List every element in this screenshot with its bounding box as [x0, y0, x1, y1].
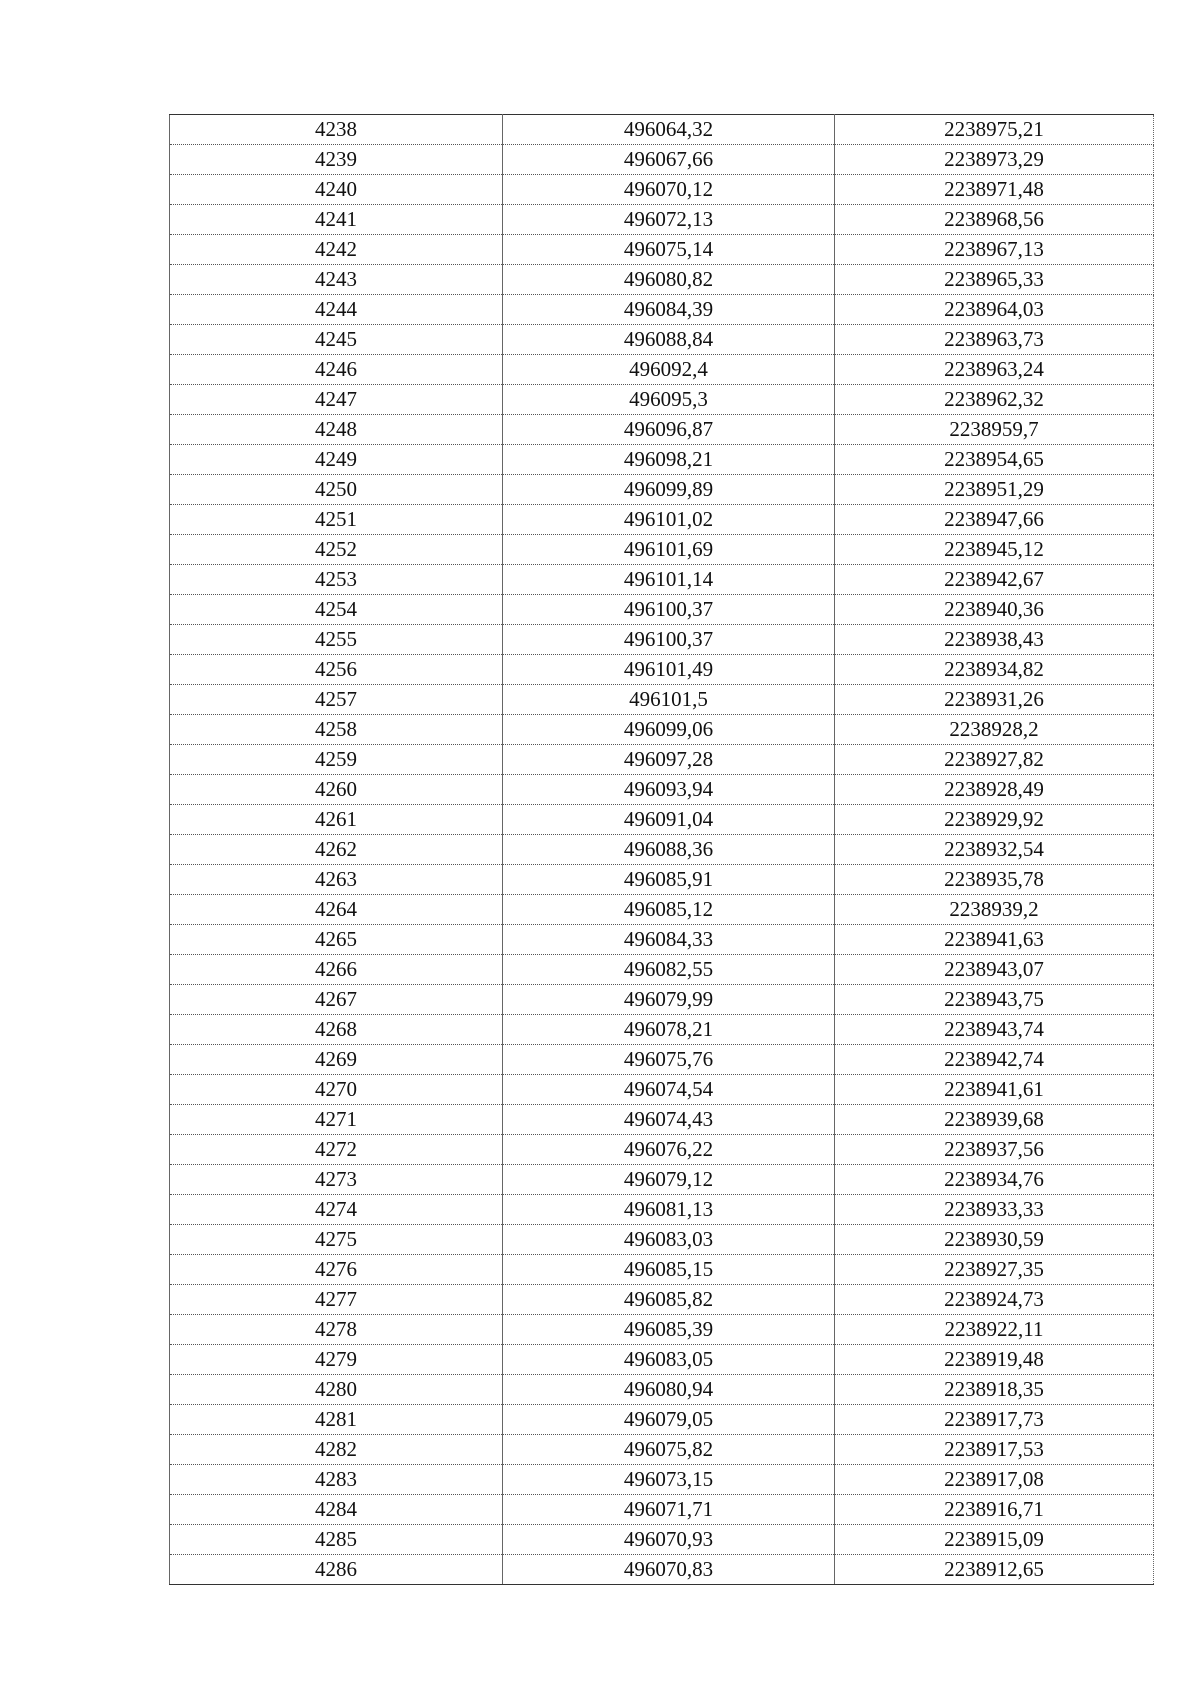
point-number-cell: 4275 [170, 1225, 503, 1255]
x-coordinate-cell: 496101,5 [503, 685, 835, 715]
y-coordinate-cell: 2238928,2 [835, 715, 1154, 745]
y-coordinate-cell: 2238919,48 [835, 1345, 1154, 1375]
y-coordinate-cell: 2238941,63 [835, 925, 1154, 955]
x-coordinate-cell: 496099,89 [503, 475, 835, 505]
y-coordinate-cell: 2238924,73 [835, 1285, 1154, 1315]
table-row [170, 1495, 1154, 1525]
table-row [170, 1345, 1154, 1375]
y-coordinate-cell: 2238943,75 [835, 985, 1154, 1015]
x-coordinate-cell: 496067,66 [503, 145, 835, 175]
table-row [170, 115, 1154, 145]
y-coordinate-cell: 2238930,59 [835, 1225, 1154, 1255]
point-number-cell: 4259 [170, 745, 503, 775]
coordinates-table-body [170, 115, 1154, 1585]
y-coordinate-cell: 2238935,78 [835, 865, 1154, 895]
x-coordinate-cell: 496101,49 [503, 655, 835, 685]
point-number-cell: 4245 [170, 325, 503, 355]
point-number-cell: 4250 [170, 475, 503, 505]
table-row [170, 1525, 1154, 1555]
x-coordinate-cell: 496093,94 [503, 775, 835, 805]
x-coordinate-cell: 496088,84 [503, 325, 835, 355]
table-row [170, 385, 1154, 415]
point-number-cell: 4264 [170, 895, 503, 925]
x-coordinate-cell: 496076,22 [503, 1135, 835, 1165]
point-number-cell: 4280 [170, 1375, 503, 1405]
point-number-cell: 4238 [170, 115, 503, 145]
point-number-cell: 4255 [170, 625, 503, 655]
y-coordinate-cell: 2238917,73 [835, 1405, 1154, 1435]
point-number-cell: 4279 [170, 1345, 503, 1375]
y-coordinate-cell: 2238945,12 [835, 535, 1154, 565]
table-row [170, 775, 1154, 805]
x-coordinate-cell: 496075,76 [503, 1045, 835, 1075]
point-number-cell: 4257 [170, 685, 503, 715]
point-number-cell: 4274 [170, 1195, 503, 1225]
y-coordinate-cell: 2238937,56 [835, 1135, 1154, 1165]
x-coordinate-cell: 496078,21 [503, 1015, 835, 1045]
y-coordinate-cell: 2238971,48 [835, 175, 1154, 205]
y-coordinate-cell: 2238941,61 [835, 1075, 1154, 1105]
point-number-cell: 4283 [170, 1465, 503, 1495]
x-coordinate-cell: 496097,28 [503, 745, 835, 775]
x-coordinate-cell: 496080,82 [503, 265, 835, 295]
y-coordinate-cell: 2238963,24 [835, 355, 1154, 385]
table-row [170, 565, 1154, 595]
y-coordinate-cell: 2238922,11 [835, 1315, 1154, 1345]
table-row [170, 1075, 1154, 1105]
y-coordinate-cell: 2238942,67 [835, 565, 1154, 595]
table-row [170, 1555, 1154, 1585]
x-coordinate-cell: 496070,83 [503, 1555, 835, 1585]
y-coordinate-cell: 2238934,76 [835, 1165, 1154, 1195]
table-row [170, 295, 1154, 325]
table-row [170, 445, 1154, 475]
x-coordinate-cell: 496098,21 [503, 445, 835, 475]
table-row [170, 865, 1154, 895]
point-number-cell: 4271 [170, 1105, 503, 1135]
point-number-cell: 4262 [170, 835, 503, 865]
table-row [170, 1435, 1154, 1465]
x-coordinate-cell: 496071,71 [503, 1495, 835, 1525]
point-number-cell: 4285 [170, 1525, 503, 1555]
y-coordinate-cell: 2238968,56 [835, 205, 1154, 235]
y-coordinate-cell: 2238962,32 [835, 385, 1154, 415]
y-coordinate-cell: 2238947,66 [835, 505, 1154, 535]
point-number-cell: 4277 [170, 1285, 503, 1315]
y-coordinate-cell: 2238954,65 [835, 445, 1154, 475]
point-number-cell: 4258 [170, 715, 503, 745]
table-row [170, 535, 1154, 565]
point-number-cell: 4265 [170, 925, 503, 955]
y-coordinate-cell: 2238963,73 [835, 325, 1154, 355]
x-coordinate-cell: 496085,82 [503, 1285, 835, 1315]
y-coordinate-cell: 2238943,74 [835, 1015, 1154, 1045]
x-coordinate-cell: 496085,91 [503, 865, 835, 895]
table-row [170, 1015, 1154, 1045]
table-row [170, 955, 1154, 985]
y-coordinate-cell: 2238927,35 [835, 1255, 1154, 1285]
x-coordinate-cell: 496092,4 [503, 355, 835, 385]
y-coordinate-cell: 2238943,07 [835, 955, 1154, 985]
table-row [170, 235, 1154, 265]
point-number-cell: 4268 [170, 1015, 503, 1045]
table-row [170, 685, 1154, 715]
x-coordinate-cell: 496101,69 [503, 535, 835, 565]
table-row [170, 265, 1154, 295]
x-coordinate-cell: 496100,37 [503, 625, 835, 655]
table-row [170, 1375, 1154, 1405]
x-coordinate-cell: 496101,02 [503, 505, 835, 535]
y-coordinate-cell: 2238917,08 [835, 1465, 1154, 1495]
point-number-cell: 4266 [170, 955, 503, 985]
point-number-cell: 4272 [170, 1135, 503, 1165]
x-coordinate-cell: 496091,04 [503, 805, 835, 835]
table-row [170, 745, 1154, 775]
x-coordinate-cell: 496099,06 [503, 715, 835, 745]
y-coordinate-cell: 2238938,43 [835, 625, 1154, 655]
table-row [170, 415, 1154, 445]
y-coordinate-cell: 2238967,13 [835, 235, 1154, 265]
table-row [170, 145, 1154, 175]
point-number-cell: 4251 [170, 505, 503, 535]
point-number-cell: 4253 [170, 565, 503, 595]
point-number-cell: 4278 [170, 1315, 503, 1345]
x-coordinate-cell: 496075,14 [503, 235, 835, 265]
table-row [170, 625, 1154, 655]
y-coordinate-cell: 2238942,74 [835, 1045, 1154, 1075]
table-row [170, 715, 1154, 745]
x-coordinate-cell: 496079,05 [503, 1405, 835, 1435]
table-row [170, 985, 1154, 1015]
point-number-cell: 4242 [170, 235, 503, 265]
point-number-cell: 4249 [170, 445, 503, 475]
y-coordinate-cell: 2238917,53 [835, 1435, 1154, 1465]
y-coordinate-cell: 2238916,71 [835, 1495, 1154, 1525]
y-coordinate-cell: 2238934,82 [835, 655, 1154, 685]
x-coordinate-cell: 496072,13 [503, 205, 835, 235]
x-coordinate-cell: 496100,37 [503, 595, 835, 625]
x-coordinate-cell: 496085,12 [503, 895, 835, 925]
point-number-cell: 4270 [170, 1075, 503, 1105]
point-number-cell: 4281 [170, 1405, 503, 1435]
x-coordinate-cell: 496075,82 [503, 1435, 835, 1465]
y-coordinate-cell: 2238931,26 [835, 685, 1154, 715]
x-coordinate-cell: 496064,32 [503, 115, 835, 145]
x-coordinate-cell: 496085,39 [503, 1315, 835, 1345]
coordinates-table [169, 114, 1154, 1585]
y-coordinate-cell: 2238932,54 [835, 835, 1154, 865]
point-number-cell: 4243 [170, 265, 503, 295]
point-number-cell: 4252 [170, 535, 503, 565]
y-coordinate-cell: 2238929,92 [835, 805, 1154, 835]
x-coordinate-cell: 496074,43 [503, 1105, 835, 1135]
table-row [170, 1405, 1154, 1435]
x-coordinate-cell: 496096,87 [503, 415, 835, 445]
y-coordinate-cell: 2238975,21 [835, 115, 1154, 145]
table-row [170, 895, 1154, 925]
point-number-cell: 4286 [170, 1555, 503, 1585]
point-number-cell: 4246 [170, 355, 503, 385]
table-row [170, 1195, 1154, 1225]
point-number-cell: 4261 [170, 805, 503, 835]
x-coordinate-cell: 496084,33 [503, 925, 835, 955]
point-number-cell: 4276 [170, 1255, 503, 1285]
x-coordinate-cell: 496070,93 [503, 1525, 835, 1555]
table-row [170, 475, 1154, 505]
table-row [170, 835, 1154, 865]
y-coordinate-cell: 2238912,65 [835, 1555, 1154, 1585]
point-number-cell: 4273 [170, 1165, 503, 1195]
point-number-cell: 4284 [170, 1495, 503, 1525]
point-number-cell: 4282 [170, 1435, 503, 1465]
table-row [170, 1105, 1154, 1135]
x-coordinate-cell: 496082,55 [503, 955, 835, 985]
table-row [170, 1165, 1154, 1195]
table-row [170, 205, 1154, 235]
table-row [170, 325, 1154, 355]
x-coordinate-cell: 496074,54 [503, 1075, 835, 1105]
x-coordinate-cell: 496079,99 [503, 985, 835, 1015]
point-number-cell: 4244 [170, 295, 503, 325]
x-coordinate-cell: 496080,94 [503, 1375, 835, 1405]
point-number-cell: 4267 [170, 985, 503, 1015]
y-coordinate-cell: 2238918,35 [835, 1375, 1154, 1405]
y-coordinate-cell: 2238940,36 [835, 595, 1154, 625]
y-coordinate-cell: 2238959,7 [835, 415, 1154, 445]
point-number-cell: 4254 [170, 595, 503, 625]
point-number-cell: 4239 [170, 145, 503, 175]
table-row [170, 925, 1154, 955]
point-number-cell: 4256 [170, 655, 503, 685]
table-row [170, 1045, 1154, 1075]
x-coordinate-cell: 496070,12 [503, 175, 835, 205]
table-row [170, 1135, 1154, 1165]
point-number-cell: 4269 [170, 1045, 503, 1075]
point-number-cell: 4248 [170, 415, 503, 445]
x-coordinate-cell: 496073,15 [503, 1465, 835, 1495]
y-coordinate-cell: 2238973,29 [835, 145, 1154, 175]
x-coordinate-cell: 496079,12 [503, 1165, 835, 1195]
y-coordinate-cell: 2238951,29 [835, 475, 1154, 505]
x-coordinate-cell: 496084,39 [503, 295, 835, 325]
x-coordinate-cell: 496088,36 [503, 835, 835, 865]
x-coordinate-cell: 496095,3 [503, 385, 835, 415]
table-row [170, 355, 1154, 385]
point-number-cell: 4241 [170, 205, 503, 235]
x-coordinate-cell: 496085,15 [503, 1255, 835, 1285]
table-row [170, 505, 1154, 535]
point-number-cell: 4260 [170, 775, 503, 805]
table-row [170, 595, 1154, 625]
x-coordinate-cell: 496081,13 [503, 1195, 835, 1225]
x-coordinate-cell: 496083,03 [503, 1225, 835, 1255]
y-coordinate-cell: 2238965,33 [835, 265, 1154, 295]
y-coordinate-cell: 2238939,2 [835, 895, 1154, 925]
point-number-cell: 4263 [170, 865, 503, 895]
table-row [170, 805, 1154, 835]
table-row [170, 1465, 1154, 1495]
table-row [170, 175, 1154, 205]
x-coordinate-cell: 496101,14 [503, 565, 835, 595]
table-row [170, 1315, 1154, 1345]
y-coordinate-cell: 2238933,33 [835, 1195, 1154, 1225]
y-coordinate-cell: 2238939,68 [835, 1105, 1154, 1135]
table-row [170, 1285, 1154, 1315]
point-number-cell: 4247 [170, 385, 503, 415]
y-coordinate-cell: 2238964,03 [835, 295, 1154, 325]
table-row [170, 1255, 1154, 1285]
x-coordinate-cell: 496083,05 [503, 1345, 835, 1375]
table-row [170, 1225, 1154, 1255]
y-coordinate-cell: 2238915,09 [835, 1525, 1154, 1555]
point-number-cell: 4240 [170, 175, 503, 205]
y-coordinate-cell: 2238928,49 [835, 775, 1154, 805]
y-coordinate-cell: 2238927,82 [835, 745, 1154, 775]
table-row [170, 655, 1154, 685]
